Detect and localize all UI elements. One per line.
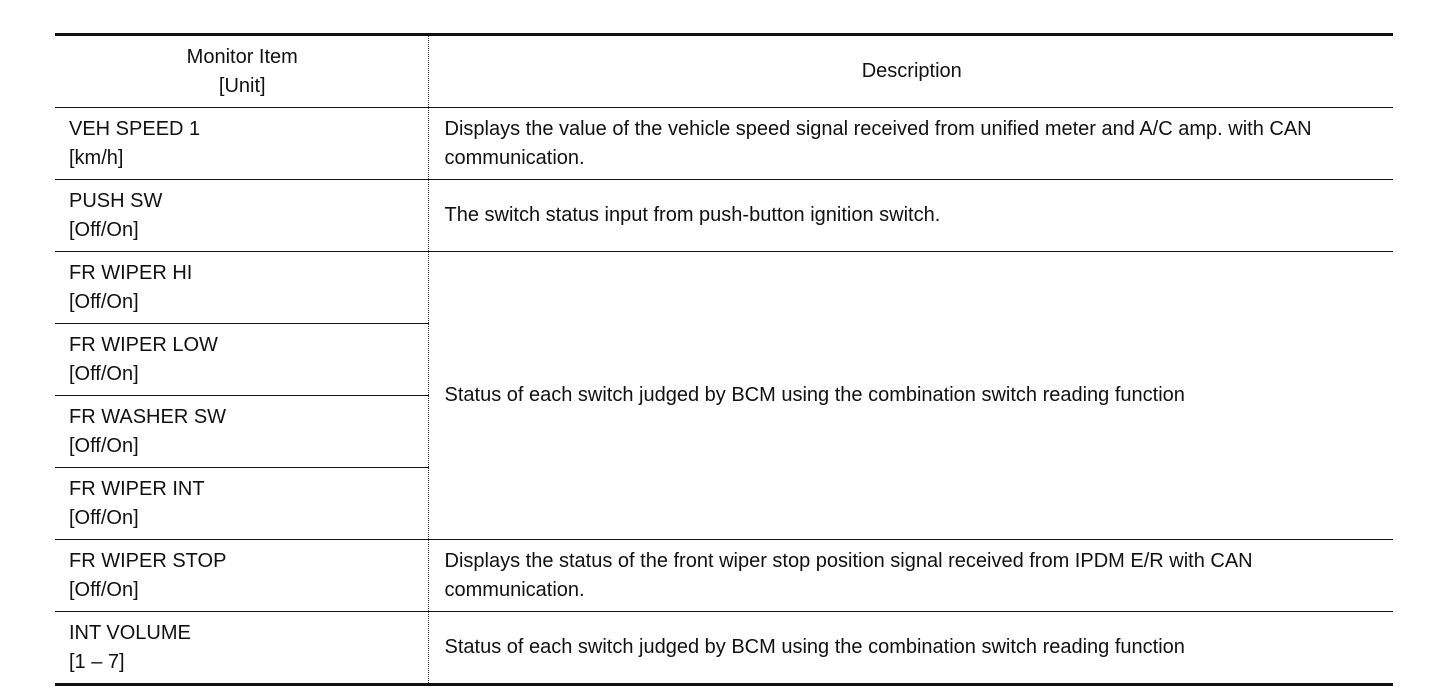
monitor-item-name: INT VOLUME (69, 621, 191, 644)
monitor-item-name: FR WIPER LOW (69, 333, 218, 356)
description-cell (428, 108, 1393, 180)
header-description: Description (428, 35, 1393, 108)
description-text: Status of each switch judged by BCM using the combination switch reading function (444, 384, 1185, 406)
description-text: Status of each switch judged by BCM using the combination switch reading function (444, 636, 1185, 658)
table-header-row (55, 35, 1393, 108)
monitor-item-table (55, 33, 1393, 686)
monitor-item-cell (55, 540, 428, 612)
monitor-item-cell (55, 180, 428, 252)
description-cell (428, 540, 1393, 612)
monitor-item-name: PUSH SW (69, 189, 163, 212)
monitor-item-unit: [Off/On] (69, 362, 139, 385)
monitor-item-name: FR WIPER INT (69, 477, 205, 500)
monitor-item-unit: [Off/On] (69, 434, 139, 457)
monitor-item-name: FR WASHER SW (69, 405, 227, 428)
description-cell (428, 252, 1393, 540)
monitor-item-unit: [Off/On] (69, 290, 139, 313)
description-text: Displays the status of the front wiper stop position signal received from IPDM E/R with CAN communication. (444, 549, 1253, 601)
monitor-item-name: FR WIPER HI (69, 261, 193, 284)
monitor-item-unit: [Off/On] (69, 218, 139, 241)
monitor-item-unit: [Off/On] (69, 506, 139, 529)
header-monitor-item (55, 35, 428, 108)
monitor-item-cell (55, 324, 428, 396)
table-row (55, 540, 1393, 612)
monitor-item-cell (55, 396, 428, 468)
monitor-item-name: FR WIPER STOP (69, 549, 227, 572)
monitor-item-cell (55, 612, 428, 685)
monitor-item-cell (55, 108, 428, 180)
monitor-item-name: VEH SPEED 1 (69, 117, 201, 140)
description-cell (428, 180, 1393, 252)
description-text: The switch status input from push-button ignition switch. (444, 204, 941, 226)
table-row (55, 108, 1393, 180)
monitor-item-table-container (55, 33, 1393, 686)
table-row (55, 612, 1393, 685)
header-unit-label: [Unit] (218, 74, 266, 97)
description-text: Displays the value of the vehicle speed signal received from unified meter and A/C amp. with CAN communication. (444, 117, 1312, 169)
table-row (55, 180, 1393, 252)
monitor-item-cell (55, 468, 428, 540)
monitor-item-unit: [km/h] (69, 146, 124, 169)
header-monitor-item-label: Monitor Item (186, 45, 298, 68)
table-row (55, 252, 1393, 324)
monitor-item-cell (55, 252, 428, 324)
description-cell (428, 612, 1393, 685)
monitor-item-unit: [Off/On] (69, 578, 139, 601)
monitor-item-unit: [1 – 7] (69, 650, 125, 673)
